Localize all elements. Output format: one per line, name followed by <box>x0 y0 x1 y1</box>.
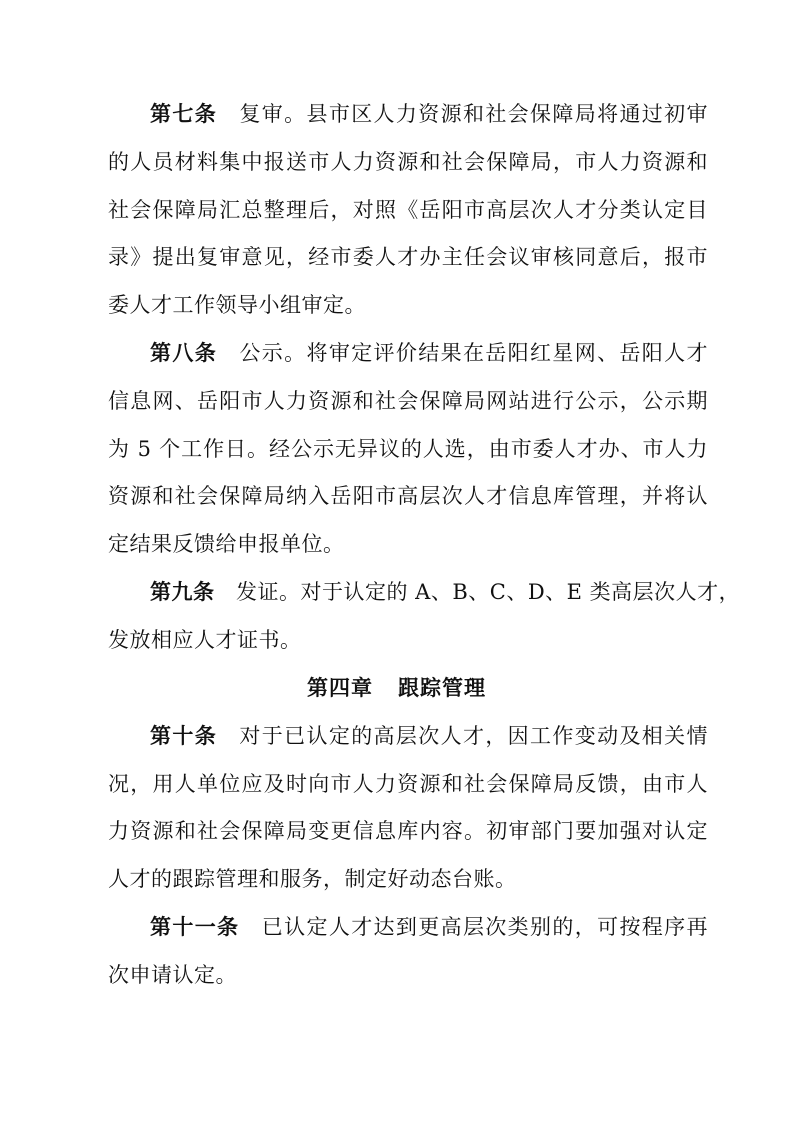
article-8-line-4: 资源和社会保障局纳入岳阳市高层次人才信息库管理，并将认 <box>108 484 708 508</box>
article-10-line-2: 况，用人单位应及时向市人力资源和社会保障局反馈，由市人 <box>108 772 708 796</box>
article-7-text-1: 复审。县市区人力资源和社会保障局将通过初审 <box>239 102 709 126</box>
article-9-text-1: 发证。对于认定的 A、B、C、D、E 类高层次人才， <box>236 580 741 604</box>
article-9-line-1 <box>150 578 741 606</box>
article-9-label: 第九条 <box>150 580 215 604</box>
article-7-line-4: 录》提出复审意见，经市委人才办主任会议审核同意后，报市 <box>108 245 708 269</box>
article-9-line-2: 发放相应人才证书。 <box>108 628 302 652</box>
article-10-line-3: 力资源和社会保障局变更信息库内容。初审部门要加强对认定 <box>108 819 708 843</box>
article-10-line-1 <box>150 722 708 750</box>
chapter-4-number: 第四章 <box>307 676 374 700</box>
article-8-line-3: 为 5 个工作日。经公示无异议的人选，由市委人才办、市人力 <box>108 437 708 461</box>
article-10-label: 第十条 <box>150 724 218 748</box>
article-11-line-1 <box>150 913 708 941</box>
article-8-text-1: 公示。将审定评价结果在岳阳红星网、岳阳人才 <box>239 341 709 365</box>
article-8-label: 第八条 <box>150 341 218 365</box>
article-11-label: 第十一条 <box>150 915 240 939</box>
article-11-line-2: 次申请认定。 <box>108 963 237 987</box>
article-7-label: 第七条 <box>150 102 218 126</box>
article-10-line-4: 人才的跟踪管理和服务，制定好动态台账。 <box>108 867 517 891</box>
article-8-line-1 <box>150 339 708 367</box>
article-7-line-5: 委人才工作领导小组审定。 <box>108 293 366 317</box>
article-7-line-1 <box>150 100 708 128</box>
article-7-line-3: 社会保障局汇总整理后，对照《岳阳市高层次人才分类认定目 <box>108 198 708 222</box>
article-11-text-1: 已认定人才达到更高层次类别的，可按程序再 <box>261 915 709 939</box>
chapter-4-title: 跟踪管理 <box>397 676 486 700</box>
article-10-text-1: 对于已认定的高层次人才，因工作变动及相关情 <box>239 724 709 748</box>
article-8-line-5: 定结果反馈给申报单位。 <box>108 532 345 556</box>
article-7-line-2: 的人员材料集中报送市人力资源和社会保障局，市人力资源和 <box>108 150 708 174</box>
article-8-line-2: 信息网、岳阳市人力资源和社会保障局网站进行公示，公示期 <box>108 389 708 413</box>
chapter-4-heading <box>0 674 793 702</box>
